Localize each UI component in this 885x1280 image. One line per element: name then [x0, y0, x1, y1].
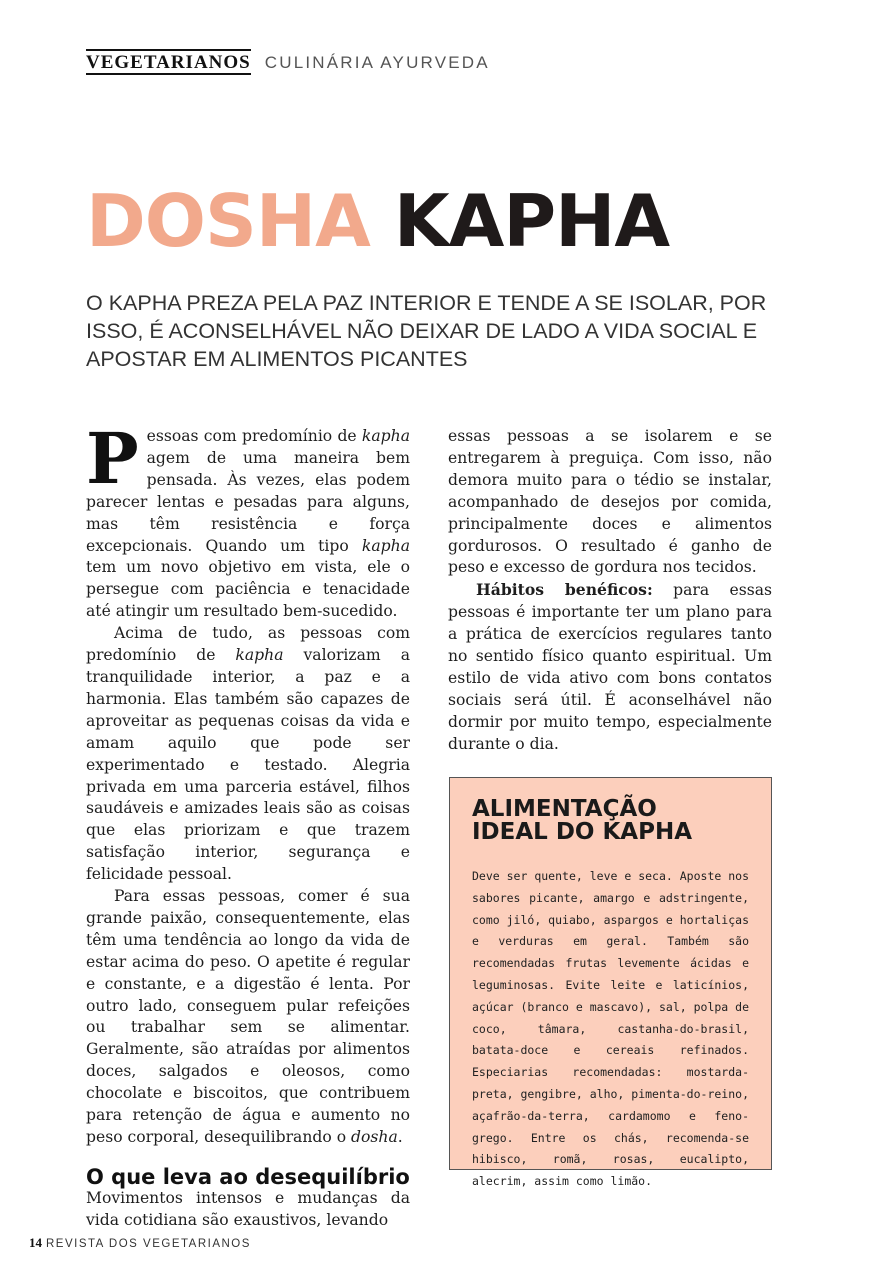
habits-lead: Hábitos benéficos: — [476, 580, 653, 600]
paragraph-5: Hábitos benéficos: para essas pessoas é importante ter um plano para a prática de exercícios regulares tanto no sentido físico quanto espiritual. Um estilo de vida ativo com bons contatos sociais será útil. É aconselhável não dormir por muito tempo, especialmente durante o dia. — [448, 580, 772, 753]
magazine-name: REVISTA DOS VEGETARIANOS — [46, 1238, 251, 1250]
subheading-imbalance: O que leva ao desequilíbrio — [86, 1164, 410, 1189]
drop-cap: P — [86, 417, 139, 500]
page-number: 14 — [29, 1235, 42, 1250]
section-name: CULINÁRIA AYURVEDA — [264, 53, 490, 72]
subtitle: O KAPHA PREZA PELA PAZ INTERIOR E TENDE A SE ISOLAR, POR ISSO, É ACONSELHÁVEL NÃO DEIXAR DE LADO A VIDA SOCIAL E APOSTAR EM ALIMENTOS PICANTES — [86, 291, 767, 371]
paragraph-1: Pessoas com predomínio de kapha agem de uma maneira bem pensada. Às vezes, elas podem parecer lentas e pesadas para alguns, mas têm resistência e força excepcionais. Quando um tipo kapha tem um novo objetivo em vista, ele o persegue com paciência e tenacidade até atingir um resultado bem-sucedido. — [86, 417, 410, 621]
box-title: ALIMENTAÇÃO IDEAL DO KAPHA — [472, 796, 693, 845]
paragraph-2: Acima de tudo, as pessoas com predomínio de kapha valorizam a tranquilidade interior, a paz e a harmonia. Elas também são capazes de aproveitar as pequenas coisas da vida e amam aquilo que pode ser experimentado e testado. Alegria privada em uma parceria estável, filhos saudáveis e amizades leais são as coisas que elas priorizam e que trazem satisfação interior, segurança e felicidade pessoal. — [86, 624, 410, 884]
title-word-dosha: DOSHA — [86, 179, 370, 263]
paragraph-4-start: Movimentos intensos e mudanças da vida cotidiana são exaustivos, levando — [86, 1188, 410, 1229]
paragraph-4-end: essas pessoas a se isolarem e se entregarem à preguiça. Com isso, não demora muito para o tédio se instalar, acompanhado de desejos por comida, principalmente doces e alimentos gordurosos. O resultado é ganho de peso e excesso de gordura nos tecidos. — [448, 427, 772, 577]
diet-sidebar-box — [449, 777, 772, 1189]
page-footer — [29, 1235, 251, 1251]
page-title — [86, 179, 670, 263]
paragraph-3: Para essas pessoas, comer é sua grande paixão, consequentemente, elas têm uma tendência ao longo da vida de estar acima do peso. O apetite é regular e constante, e a digestão é lenta. Por outro lado, conseguem pular refeições ou trabalhar sem se alimentar. Geralmente, são atraídas por alimentos doces, salgados e oleosos, como chocolate e biscoitos, que contribuem para retenção de água e aumento no peso corporal, desequilibrando o dosha. — [86, 887, 410, 1146]
section-header — [86, 52, 490, 74]
article-column-right — [448, 426, 772, 756]
title-word-kapha: KAPHA — [393, 179, 670, 263]
box-body: Deve ser quente, leve e seca. Aposte nos sabores picante, amargo e adstringente, como jiló, quiabo, aspargos e hortaliças e verduras em geral. Também são recomendadas frutas levemente ácidas e leguminosas. Evite leite e laticínios, açúcar (branco e mascavo), sal, polpa de coco, tâmara, castanha-do-brasil, batata-doce e cereais refinados. Especiarias recomendadas: mostarda-preta, gengibre, alho, pimenta-do-reino, açafrão-da-terra, cardamomo e feno-grego. Entre os chás, recomenda-se hibisco, romã, rosas, eucalipto, alecrim, assim como limão. — [472, 869, 749, 1189]
article-column-left — [86, 417, 410, 1232]
brand-label: VEGETARIANOS — [86, 49, 251, 75]
